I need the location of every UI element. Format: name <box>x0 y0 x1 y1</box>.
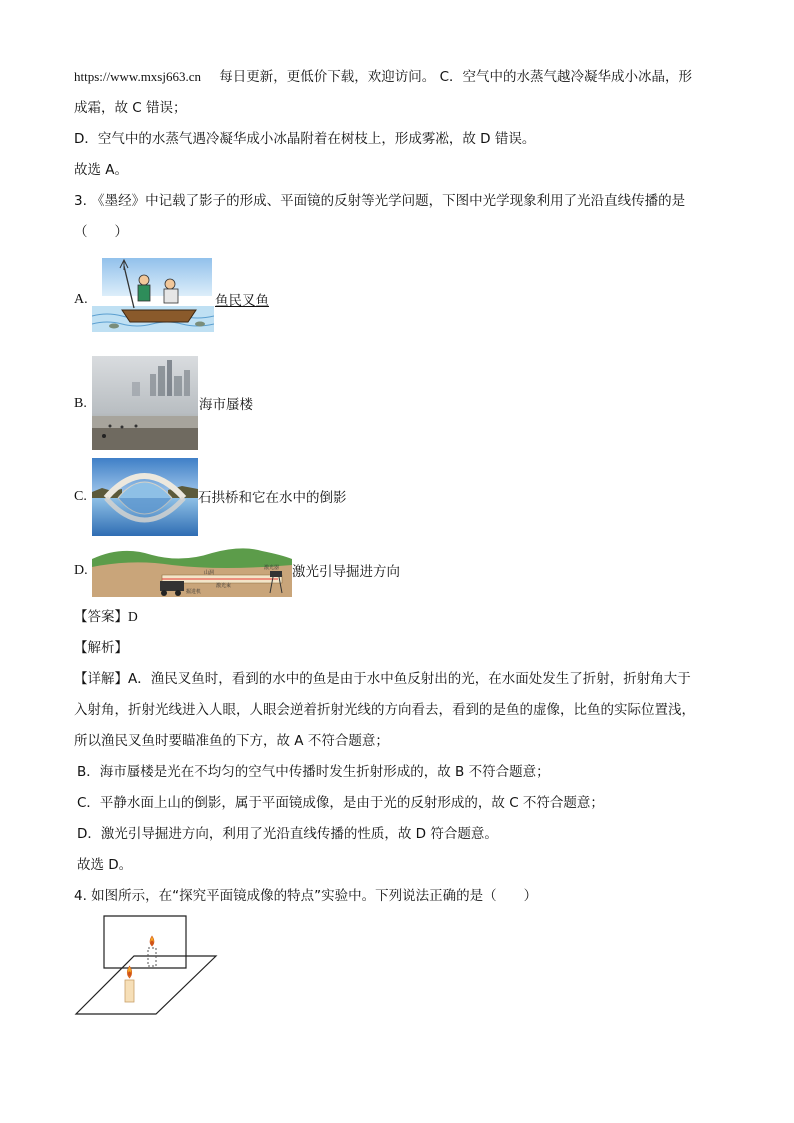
option-d-text: D．空气中的水蒸气遇冷凝华成小冰晶附着在树枝上，形成雾凇，故 D 错误。 <box>74 131 536 147</box>
detail-line-3: 所以渔民叉鱼时要瞄准鱼的下方，故 A 不符合题意； <box>74 733 389 749</box>
option-b-letter: B. <box>74 396 87 411</box>
mirror-experiment-diagram <box>72 912 222 1018</box>
site-tagline: 每日更新，更低价下载，欢迎访问。 <box>219 69 436 85</box>
option-d-caption: 激光引导掘进方向 <box>292 564 400 580</box>
option-c-continued: 成霜，故 C 错误； <box>74 100 187 116</box>
top-line-1 <box>74 67 692 87</box>
option-c-text: C．空气中的水蒸气越冷凝华成小冰晶，形 <box>439 69 693 85</box>
detail-line-2: 入射角，折射光线进入人眼，人眼会逆着折射光线的方向看去，看到的是鱼的虚像，比鱼的实际位置浅， <box>74 702 695 718</box>
stone-bridge-image <box>92 458 198 536</box>
q3-paren: （ ） <box>74 224 128 240</box>
option-a-caption: 鱼民叉鱼 <box>215 293 269 309</box>
tunnel-label-machine: 掘进机 <box>186 589 202 595</box>
tunnel-label-device: 激光器 <box>264 565 280 571</box>
tunnel-label-laser: 激光束 <box>216 583 232 589</box>
detail-line-6: D．激光引导掘进方向，利用了光沿直线传播的性质，故 D 符合题意。 <box>77 826 498 842</box>
choose-answer: 故选 A。 <box>74 162 129 178</box>
detail-line-7: 故选 D。 <box>77 857 133 873</box>
q4-stem: 4. 如图所示，在“探究平面镜成像的特点”实验中。下列说法正确的是（ ） <box>74 888 538 904</box>
answer-label: 【答案】 <box>74 609 128 625</box>
q3-stem: 3. 《墨经》中记载了影子的形成、平面镜的反射等光学问题，下图中光学现象利用了光沿直线传播的是 <box>74 193 686 209</box>
option-c-letter: C. <box>74 489 87 504</box>
detail-line-5: C．平静水面上山的倒影，属于平面镜成像，是由于光的反射形成的，故 C 不符合题意； <box>77 795 604 811</box>
answer-value: D <box>128 609 138 624</box>
answer-line <box>74 607 138 627</box>
mirage-image <box>92 356 198 450</box>
option-c-caption: 石拱桥和它在水中的倒影 <box>198 490 347 506</box>
detail-line-4: B．海市蜃楼是光在不均匀的空气中传播时发生折射形成的，故 B 不符合题意； <box>77 764 550 780</box>
fisherman-image <box>92 258 214 332</box>
laser-tunnel-image <box>92 545 292 597</box>
site-url[interactable]: https://www.mxsj663.cn <box>74 69 201 84</box>
option-b-caption: 海市蜃楼 <box>199 397 253 413</box>
option-a-letter: A. <box>74 292 88 307</box>
tunnel-label-cave: 山洞 <box>204 570 215 576</box>
option-d-letter: D. <box>74 563 88 578</box>
analysis-label: 【解析】 <box>74 640 128 656</box>
detail-line-1: 【详解】A．渔民叉鱼时，看到的水中的鱼是由于水中鱼反射出的光，在水面处发生了折射，折射角大于 <box>74 671 691 687</box>
